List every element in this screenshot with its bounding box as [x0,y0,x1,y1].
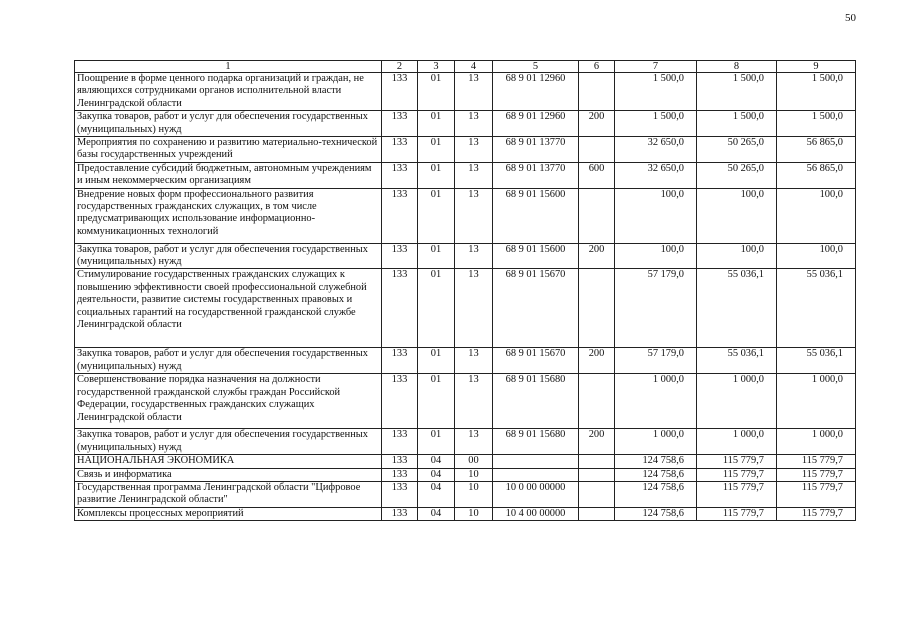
budget-table [74,60,856,521]
row-col-3: 01 [418,188,455,243]
row-col-2: 133 [382,162,418,188]
row-col-3: 01 [418,111,455,137]
row-col-4: 10 [455,507,493,520]
row-col-9: 100,0 [777,188,856,243]
row-col-4: 10 [455,481,493,507]
row-col-6 [579,481,615,507]
row-col-6 [579,269,615,348]
row-col-2: 133 [382,111,418,137]
row-col-3: 04 [418,481,455,507]
row-col-6: 200 [579,348,615,374]
row-col-2: 133 [382,73,418,111]
row-col-6 [579,137,615,163]
row-col-4: 13 [455,429,493,455]
header-col-6: 6 [579,61,615,73]
row-col-7: 57 179,0 [615,269,697,348]
row-col-8: 115 779,7 [697,507,777,520]
row-col-9: 56 865,0 [777,162,856,188]
row-name: Государственная программа Ленинградской области "Цифровое развитие Ленинградской области" [75,481,382,507]
row-col-6: 200 [579,243,615,269]
row-col-6: 200 [579,429,615,455]
row-col-4: 10 [455,468,493,481]
header-col-4: 4 [455,61,493,73]
table-row [75,468,856,481]
table-row [75,162,856,188]
row-col-9: 100,0 [777,243,856,269]
table-row [75,111,856,137]
row-col-3: 01 [418,162,455,188]
row-col-5: 68 9 01 15600 [493,188,579,243]
table-row [75,507,856,520]
row-col-3: 04 [418,455,455,468]
row-col-9: 1 000,0 [777,429,856,455]
row-name: Мероприятия по сохранению и развитию материально-технической базы государственных учреждений [75,137,382,163]
row-col-5: 68 9 01 15670 [493,348,579,374]
row-col-6: 600 [579,162,615,188]
row-col-5: 68 9 01 12960 [493,111,579,137]
row-col-8: 1 000,0 [697,374,777,429]
row-col-2: 133 [382,455,418,468]
row-col-9: 1 500,0 [777,73,856,111]
row-col-5: 68 9 01 15670 [493,269,579,348]
row-col-8: 1 500,0 [697,73,777,111]
row-col-8: 55 036,1 [697,269,777,348]
table-row [75,73,856,111]
row-col-6 [579,507,615,520]
header-col-1: 1 [75,61,382,73]
row-col-8: 100,0 [697,188,777,243]
row-col-5: 68 9 01 15680 [493,429,579,455]
row-name: Совершенствование порядка назначения на должности государственной гражданской службы граждан Российской Федерации, государственных гражданских служащих Ленинградской области [75,374,382,429]
row-col-2: 133 [382,374,418,429]
row-col-4: 13 [455,73,493,111]
row-col-7: 124 758,6 [615,468,697,481]
row-col-3: 01 [418,348,455,374]
row-col-9: 55 036,1 [777,348,856,374]
row-col-2: 133 [382,243,418,269]
row-col-9: 115 779,7 [777,468,856,481]
row-col-2: 133 [382,507,418,520]
row-col-4: 00 [455,455,493,468]
row-col-5: 10 0 00 00000 [493,481,579,507]
row-col-5 [493,455,579,468]
row-col-9: 56 865,0 [777,137,856,163]
table-row [75,481,856,507]
row-col-3: 04 [418,468,455,481]
row-col-7: 124 758,6 [615,455,697,468]
row-col-3: 01 [418,374,455,429]
table-row [75,243,856,269]
row-col-7: 32 650,0 [615,137,697,163]
row-col-4: 13 [455,243,493,269]
row-col-8: 115 779,7 [697,481,777,507]
row-col-2: 133 [382,468,418,481]
table-row [75,188,856,243]
row-name: Поощрение в форме ценного подарка организаций и граждан, не являющихся сотрудниками органов исполнительной власти Ленинградской области [75,73,382,111]
row-col-7: 1 500,0 [615,111,697,137]
row-col-7: 32 650,0 [615,162,697,188]
header-col-5: 5 [493,61,579,73]
row-col-5: 68 9 01 13770 [493,162,579,188]
row-col-2: 133 [382,481,418,507]
row-col-9: 1 500,0 [777,111,856,137]
row-name: Закупка товаров, работ и услуг для обеспечения государственных (муниципальных) нужд [75,243,382,269]
row-name: НАЦИОНАЛЬНАЯ ЭКОНОМИКА [75,455,382,468]
row-col-5: 68 9 01 12960 [493,73,579,111]
row-col-3: 01 [418,73,455,111]
row-col-5: 68 9 01 15680 [493,374,579,429]
row-name: Комплексы процессных мероприятий [75,507,382,520]
row-col-8: 1 000,0 [697,429,777,455]
header-col-2: 2 [382,61,418,73]
row-col-7: 100,0 [615,188,697,243]
row-col-4: 13 [455,348,493,374]
row-col-5 [493,468,579,481]
row-col-4: 13 [455,374,493,429]
row-col-8: 50 265,0 [697,137,777,163]
row-col-6: 200 [579,111,615,137]
row-name: Закупка товаров, работ и услуг для обеспечения государственных (муниципальных) нужд [75,111,382,137]
table-row [75,374,856,429]
header-col-8: 8 [697,61,777,73]
row-col-2: 133 [382,137,418,163]
row-col-9: 115 779,7 [777,455,856,468]
row-col-3: 04 [418,507,455,520]
row-col-7: 57 179,0 [615,348,697,374]
row-name: Закупка товаров, работ и услуг для обеспечения государственных (муниципальных) нужд [75,429,382,455]
row-col-7: 124 758,6 [615,507,697,520]
row-col-6 [579,455,615,468]
row-col-4: 13 [455,269,493,348]
row-name: Закупка товаров, работ и услуг для обеспечения государственных (муниципальных) нужд [75,348,382,374]
row-col-7: 124 758,6 [615,481,697,507]
row-col-9: 1 000,0 [777,374,856,429]
row-col-7: 1 000,0 [615,429,697,455]
row-col-6 [579,468,615,481]
header-col-9: 9 [777,61,856,73]
row-col-8: 115 779,7 [697,455,777,468]
row-col-5: 68 9 01 13770 [493,137,579,163]
table-row [75,269,856,348]
table-row [75,348,856,374]
table-row [75,429,856,455]
row-name: Стимулирование государственных гражданских служащих к повышению эффективности своей профессиональной служебной деятельности, развитие системы государственных правовых и социальных гарантий на государственной гражданской службе Ленинградской области [75,269,382,348]
row-name: Связь и информатика [75,468,382,481]
row-col-8: 55 036,1 [697,348,777,374]
row-col-4: 13 [455,111,493,137]
row-col-3: 01 [418,137,455,163]
row-col-6 [579,73,615,111]
row-col-8: 50 265,0 [697,162,777,188]
row-col-7: 100,0 [615,243,697,269]
row-col-4: 13 [455,188,493,243]
row-col-2: 133 [382,269,418,348]
row-name: Внедрение новых форм профессионального развития государственных гражданских служащих, в том числе предусматривающих использование информационно-коммуникационных технологий [75,188,382,243]
row-col-4: 13 [455,162,493,188]
header-col-3: 3 [418,61,455,73]
row-col-8: 1 500,0 [697,111,777,137]
row-col-4: 13 [455,137,493,163]
header-row [75,61,856,73]
row-col-9: 115 779,7 [777,481,856,507]
table-row [75,137,856,163]
row-col-5: 68 9 01 15600 [493,243,579,269]
row-col-6 [579,188,615,243]
row-col-3: 01 [418,269,455,348]
header-col-7: 7 [615,61,697,73]
row-col-3: 01 [418,243,455,269]
row-col-2: 133 [382,188,418,243]
row-col-7: 1 000,0 [615,374,697,429]
row-col-2: 133 [382,429,418,455]
row-col-3: 01 [418,429,455,455]
row-col-9: 55 036,1 [777,269,856,348]
row-col-6 [579,374,615,429]
row-col-5: 10 4 00 00000 [493,507,579,520]
row-col-2: 133 [382,348,418,374]
row-col-8: 100,0 [697,243,777,269]
row-col-9: 115 779,7 [777,507,856,520]
page-number: 50 [845,12,856,24]
row-col-8: 115 779,7 [697,468,777,481]
row-name: Предоставление субсидий бюджетным, автономным учреждениям и иным некоммерческим организациям [75,162,382,188]
table-row [75,455,856,468]
row-col-7: 1 500,0 [615,73,697,111]
